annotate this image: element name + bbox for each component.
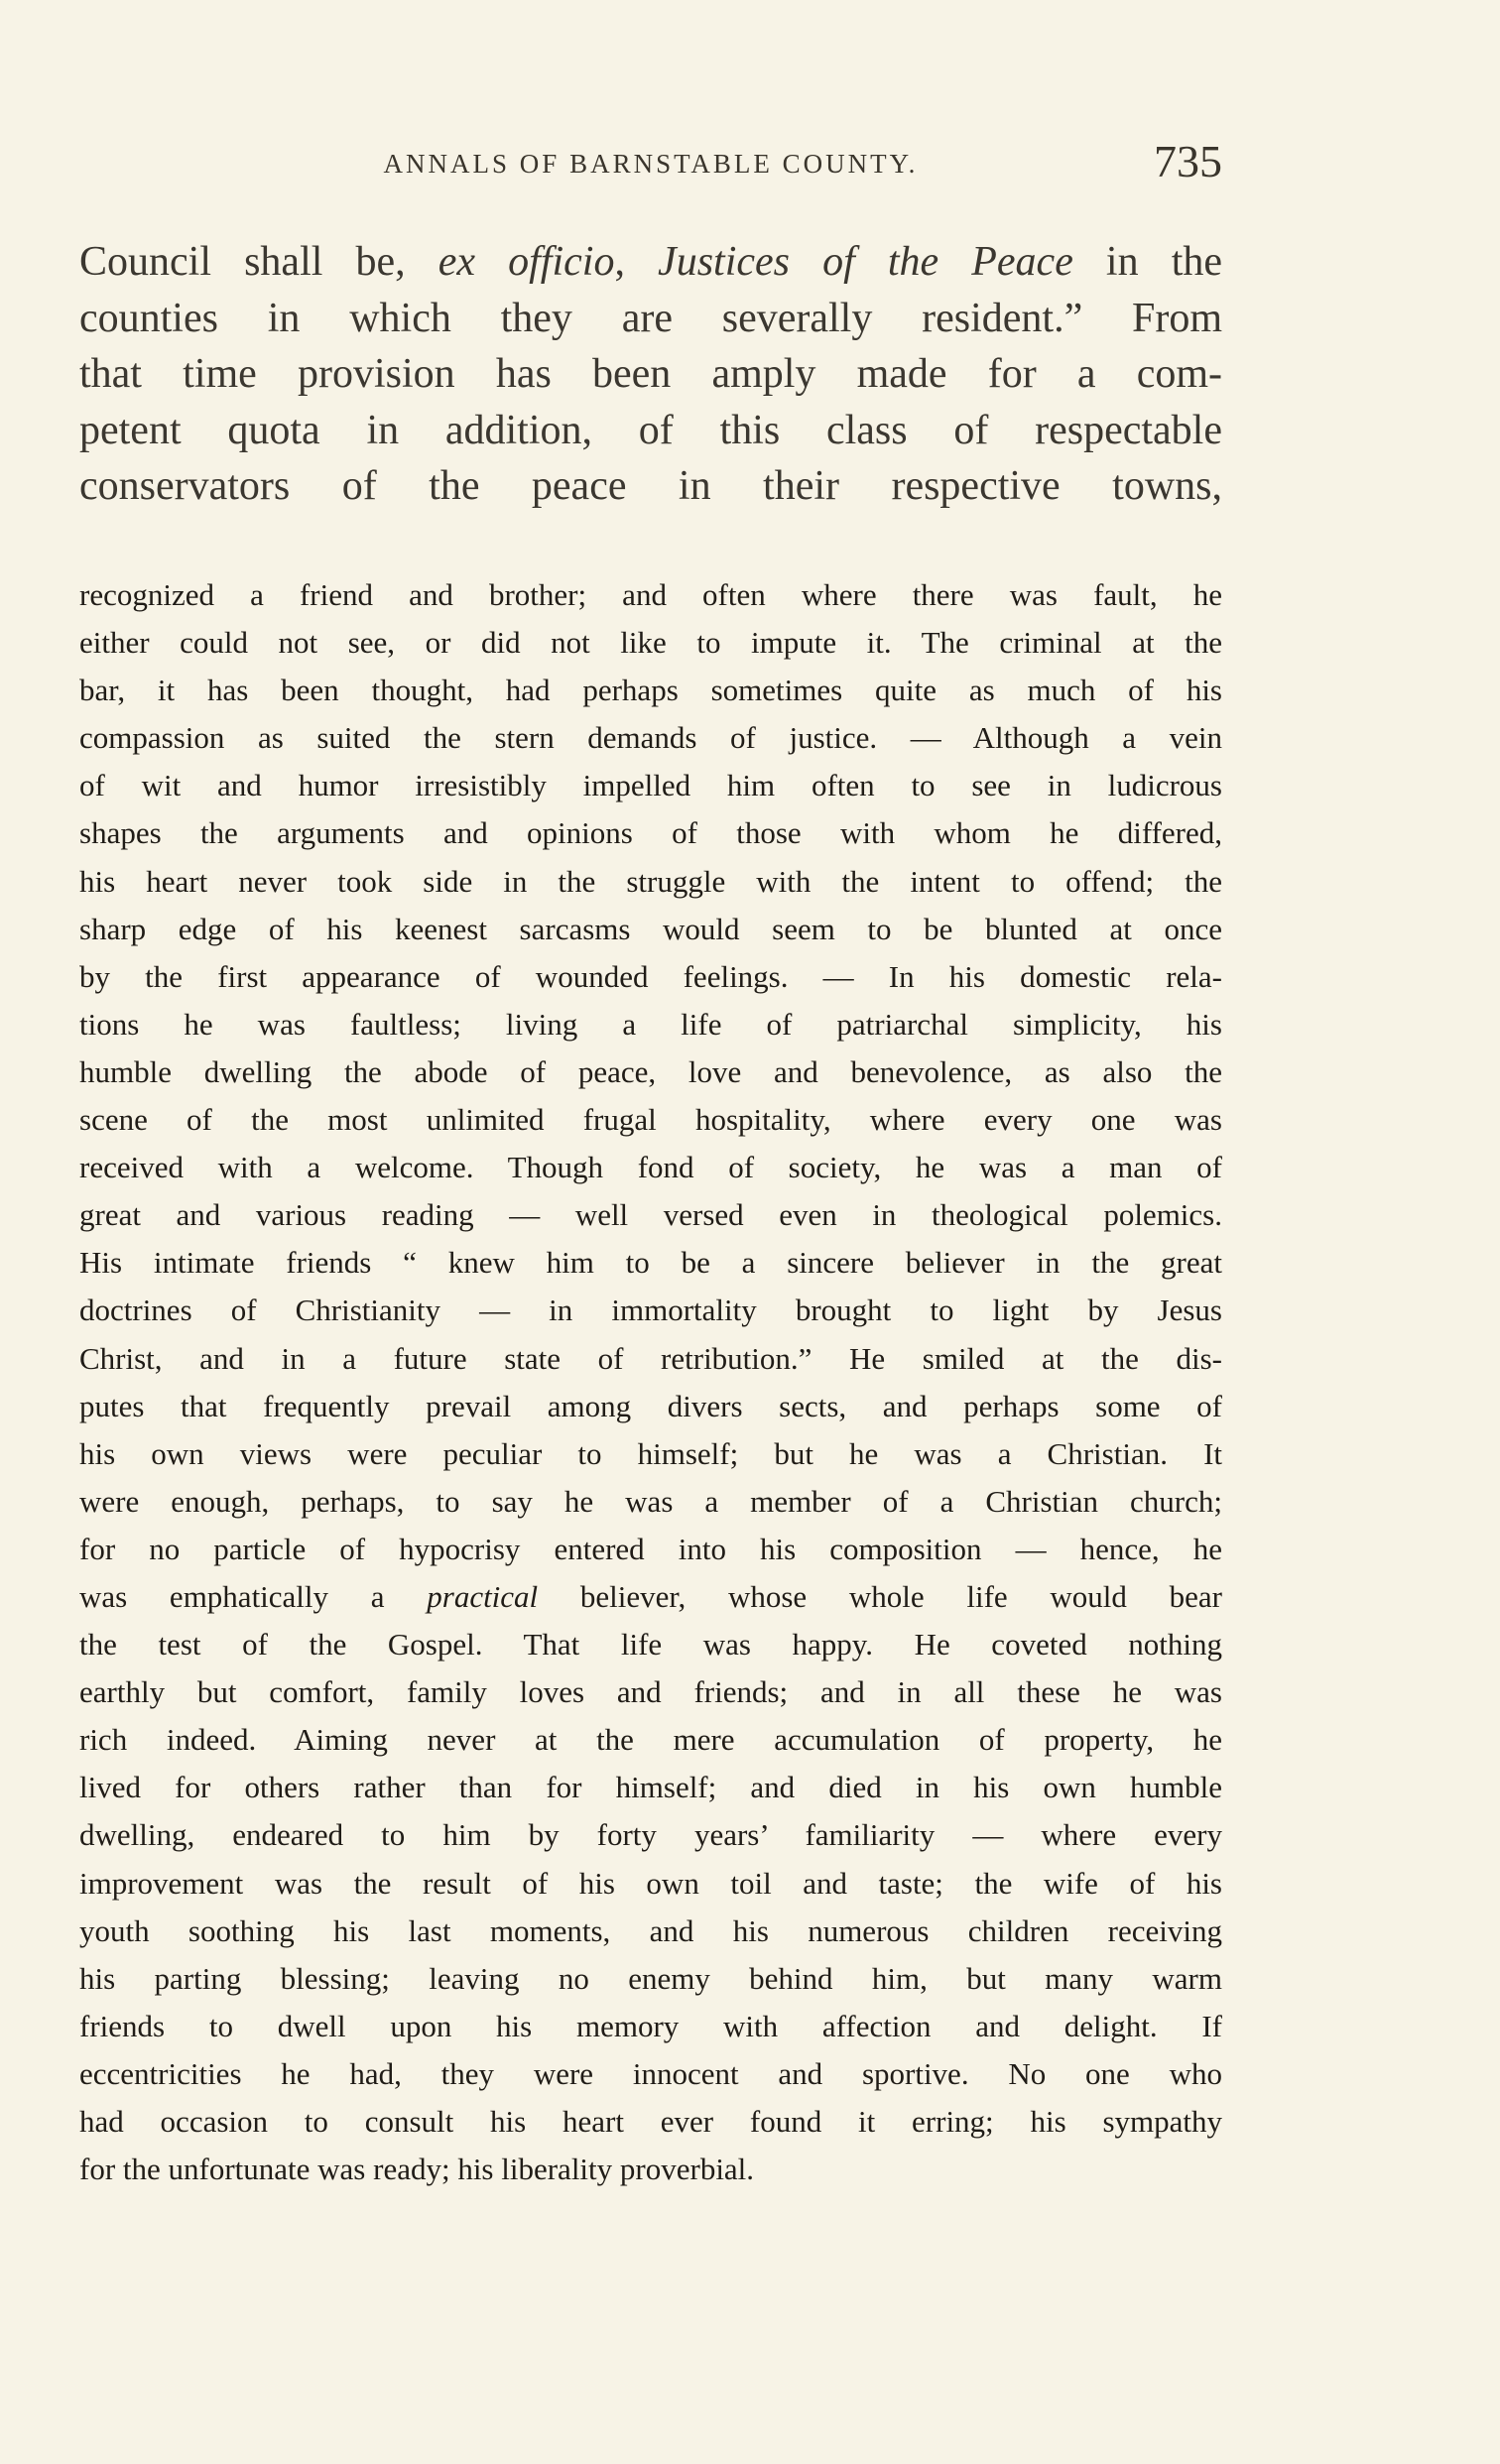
text-run: either could not see, or did not like to impute it. The criminal at the bbox=[79, 625, 1222, 661]
text-run: eccentricities he had, they were innocent and sportive. No one who bbox=[79, 2055, 1222, 2091]
body-paragraph bbox=[79, 571, 1222, 2193]
text-line bbox=[79, 1764, 1222, 1811]
text-line bbox=[79, 1955, 1222, 2003]
text-run: humble dwelling the abode of peace, love and benevolence, as also the bbox=[79, 1053, 1222, 1089]
text-line bbox=[79, 403, 1222, 459]
text-run: tions he was faultless; living a life of patriarchal simplicity, his bbox=[79, 1006, 1222, 1042]
text-run: his own views were peculiar to himself; but he was a Christian. It bbox=[79, 1435, 1222, 1471]
text-run: shapes the arguments and opinions of those with whom he differed, bbox=[79, 815, 1222, 851]
text-line bbox=[79, 762, 1222, 809]
text-run: His intimate friends “ knew him to be a sincere believer in the great bbox=[79, 1245, 1222, 1281]
text-run: friends to dwell upon his memory with affection and delight. If bbox=[79, 2008, 1222, 2043]
text-run: the test of the Gospel. That life was happy. He coveted nothing bbox=[79, 1627, 1222, 1663]
text-line bbox=[79, 1383, 1222, 1430]
text-line bbox=[79, 619, 1222, 667]
text-line bbox=[79, 2050, 1222, 2098]
text-run: received with a welcome. Though fond of society, he was a man of bbox=[79, 1150, 1222, 1185]
text-run: dwelling, endeared to him by forty years’ familiarity — where every bbox=[79, 1817, 1222, 1853]
text-line bbox=[79, 1716, 1222, 1764]
text-line bbox=[79, 2098, 1222, 2146]
text-line bbox=[79, 906, 1222, 953]
text-run: for the unfortunate was ready; his liberality proverbial. bbox=[79, 2152, 755, 2187]
text-line bbox=[79, 1811, 1222, 1859]
text-run: by the first appearance of wounded feelings. — In his domestic rela- bbox=[79, 958, 1222, 994]
text-line bbox=[79, 1335, 1222, 1383]
page-header bbox=[79, 136, 1222, 198]
text-line bbox=[79, 234, 1222, 291]
text-line bbox=[79, 1621, 1222, 1668]
text-line bbox=[79, 1239, 1222, 1287]
text-line bbox=[79, 1668, 1222, 1716]
text-line bbox=[79, 1144, 1222, 1191]
text-run: for no particle of hypocrisy entered into his composition — hence, he bbox=[79, 1531, 1222, 1566]
text-run: counties in which they are severally resident.” From bbox=[79, 295, 1222, 341]
text-line bbox=[79, 858, 1222, 906]
text-line bbox=[79, 667, 1222, 714]
text-run: earthly but comfort, family loves and friends; and in all these he was bbox=[79, 1674, 1222, 1710]
text-run: lived for others rather than for himself; and died in his own humble bbox=[79, 1770, 1222, 1805]
text-run: rich indeed. Aiming never at the mere accumulation of property, he bbox=[79, 1722, 1222, 1758]
text-line bbox=[79, 346, 1222, 403]
text-line bbox=[79, 809, 1222, 857]
text-line bbox=[79, 1287, 1222, 1334]
text-run: compassion as suited the stern demands of justice. — Although a vein bbox=[79, 720, 1222, 756]
text-run: bar, it has been thought, had perhaps sometimes quite as much of his bbox=[79, 673, 1222, 708]
text-line bbox=[79, 2003, 1222, 2050]
text-run: his heart never took side in the struggle with the intent to offend; the bbox=[79, 863, 1222, 899]
text-run: recognized a friend and brother; and often where there was fault, he bbox=[79, 577, 1222, 612]
text-run: scene of the most unlimited frugal hospitality, where every one was bbox=[79, 1102, 1222, 1138]
text-run: conservators of the peace in their respective towns, bbox=[79, 463, 1222, 509]
text-run: great and various reading — well versed even in theological polemics. bbox=[79, 1197, 1222, 1233]
text-line bbox=[79, 1191, 1222, 1239]
text-run: in the bbox=[1072, 239, 1223, 285]
text-run: believer, whose whole life would bear bbox=[538, 1578, 1222, 1614]
running-head: ANNALS OF BARNSTABLE COUNTY. bbox=[383, 149, 919, 179]
text-line bbox=[79, 1478, 1222, 1526]
text-line bbox=[79, 571, 1222, 619]
italic-text: ex officio bbox=[438, 239, 615, 285]
text-run: that time provision has been amply made for a com- bbox=[79, 351, 1222, 397]
text-run: putes that frequently prevail among divers sects, and perhaps some of bbox=[79, 1388, 1222, 1423]
text-run: were enough, perhaps, to say he was a member of a Christian church; bbox=[79, 1483, 1222, 1519]
text-run: of wit and humor irresistibly impelled him often to see in ludicrous bbox=[79, 768, 1222, 803]
text-line bbox=[79, 953, 1222, 1001]
text-run: sharp edge of his keenest sarcasms would seem to be blunted at once bbox=[79, 911, 1222, 946]
page-number: 735 bbox=[1154, 136, 1222, 186]
top-paragraph bbox=[79, 234, 1222, 515]
text-line bbox=[79, 458, 1222, 515]
text-run: Council shall be, bbox=[79, 239, 438, 285]
text-run: had occasion to consult his heart ever found it erring; his sympathy bbox=[79, 2104, 1222, 2139]
text-line bbox=[79, 2146, 1222, 2193]
text-run: , bbox=[614, 239, 659, 285]
text-line bbox=[79, 1001, 1222, 1048]
text-line bbox=[79, 1430, 1222, 1478]
italic-text: practical bbox=[427, 1578, 539, 1614]
text-line bbox=[79, 1048, 1222, 1096]
text-line bbox=[79, 1573, 1222, 1621]
italic-text: Justices of the Peace bbox=[658, 239, 1073, 285]
text-run: was emphatically a bbox=[79, 1578, 428, 1614]
text-line bbox=[79, 1860, 1222, 1908]
text-line bbox=[79, 1908, 1222, 1955]
text-run: his parting blessing; leaving no enemy behind him, but many warm bbox=[79, 1960, 1222, 1996]
text-run: doctrines of Christianity — in immortality brought to light by Jesus bbox=[79, 1293, 1222, 1328]
text-line bbox=[79, 1096, 1222, 1144]
text-run: petent quota in addition, of this class of respectable bbox=[79, 407, 1222, 453]
text-line bbox=[79, 291, 1222, 347]
text-line bbox=[79, 1526, 1222, 1573]
text-run: youth soothing his last moments, and his numerous children receiving bbox=[79, 1912, 1222, 1948]
text-run: improvement was the result of his own toil and taste; the wife of his bbox=[79, 1865, 1222, 1901]
text-run: Christ, and in a future state of retribution.” He smiled at the dis- bbox=[79, 1340, 1222, 1376]
text-line bbox=[79, 714, 1222, 762]
